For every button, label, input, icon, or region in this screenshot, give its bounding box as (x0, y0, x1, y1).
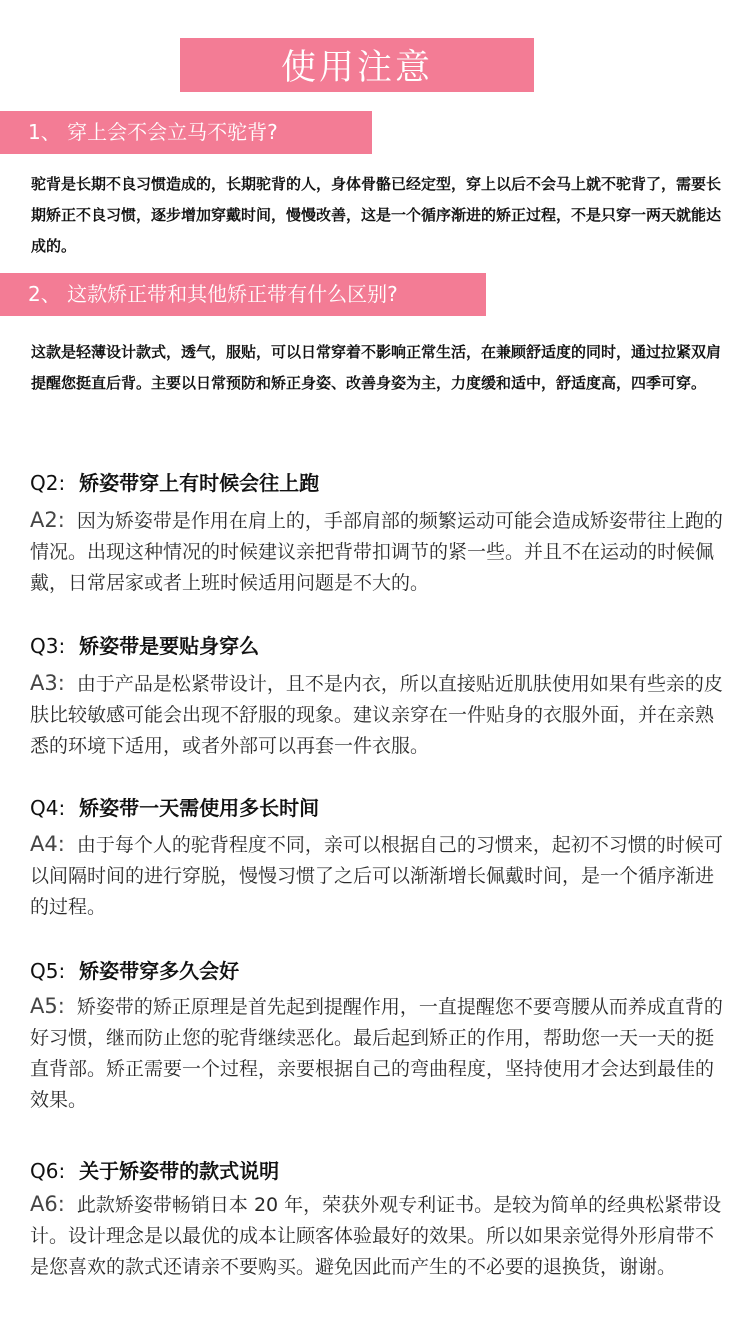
question-text: 矫姿带穿多久会好 (79, 959, 240, 983)
faq-answer-a4 (30, 829, 732, 923)
faq-question-q3 (30, 630, 259, 659)
section-1-heading: 1、 穿上会不会立马不驼背? (0, 111, 372, 154)
answer-text: 由于每个人的驼背程度不同，亲可以根据自己的习惯来，起初不习惯的时候可以间隔时间的进行穿脱，慢慢习惯了之后可以渐渐增长佩戴时间，是一个循序渐进的过程。 (30, 834, 723, 918)
section-2-heading: 2、 这款矫正带和其他矫正带有什么区别? (0, 273, 486, 316)
page-title: 使用注意 (180, 38, 534, 92)
answer-label: A4: (30, 832, 65, 856)
answer-label: A6: (30, 1192, 65, 1216)
answer-text: 矫姿带的矫正原理是首先起到提醒作用，一直提醒您不要弯腰从而养成直背的好习惯，继而防止您的驼背继续恶化。最后起到矫正的作用，帮助您一天一天的挺直背部。矫正需要一个过程，亲要根据自己的弯曲程度，坚持使用才会达到最佳的效果。 (30, 996, 723, 1111)
question-label: Q3: (30, 634, 66, 658)
question-text: 矫姿带一天需使用多长时间 (79, 796, 320, 820)
faq-answer-a2 (30, 505, 732, 599)
section-2-body: 这款是轻薄设计款式，透气，服贴，可以日常穿着不影响正常生活，在兼顾舒适度的同时，通过拉紧双肩提醒您挺直后背。主要以日常预防和矫正身姿、改善身姿为主，力度缓和适中，舒适度高，四季可穿。 (31, 343, 722, 392)
answer-label: A5: (30, 994, 65, 1018)
faq-answer-a5 (30, 991, 732, 1116)
question-label: Q2: (30, 471, 66, 495)
answer-text: 由于产品是松紧带设计，且不是内衣，所以直接贴近肌肤使用如果有些亲的皮肤比较敏感可能会出现不舒服的现象。建议亲穿在一件贴身的衣服外面，并在亲熟悉的环境下适用，或者外部可以再套一件衣服。 (30, 673, 723, 757)
question-text: 关于矫姿带的款式说明 (79, 1159, 280, 1183)
faq-question-q5 (30, 955, 239, 984)
faq-answer-a6 (30, 1189, 732, 1283)
answer-text: 此款矫姿带畅销日本 20 年，荣获外观专利证书。是较为简单的经典松紧带设计。设计理念是以最优的成本让顾客体验最好的效果。所以如果亲觉得外形肩带不是您喜欢的款式还请亲不要购买。避免因此而产生的不必要的退换货，谢谢。 (30, 1194, 722, 1278)
question-text: 矫姿带穿上有时候会往上跑 (79, 471, 320, 495)
answer-label: A2: (30, 508, 65, 532)
question-label: Q4: (30, 796, 66, 820)
section-1-body: 驼背是长期不良习惯造成的，长期驼背的人，身体骨骼已经定型，穿上以后不会马上就不驼背了，需要长期矫正不良习惯，逐步增加穿戴时间，慢慢改善，这是一个循序渐进的矫正过程，不是只穿一两天就能达成的。 (31, 175, 722, 255)
question-label: Q5: (30, 959, 66, 983)
faq-question-q4 (30, 792, 319, 821)
question-label: Q6: (30, 1159, 66, 1183)
answer-text: 因为矫姿带是作用在肩上的，手部肩部的频繁运动可能会造成矫姿带往上跑的情况。出现这种情况的时候建议亲把背带扣调节的紧一些。并且不在运动的时候佩戴，日常居家或者上班时候适用问题是不大的。 (30, 510, 723, 594)
answer-label: A3: (30, 671, 65, 695)
faq-question-q6 (30, 1155, 279, 1184)
question-text: 矫姿带是要贴身穿么 (79, 634, 260, 658)
faq-answer-a3 (30, 668, 732, 762)
faq-question-q2 (30, 467, 319, 496)
